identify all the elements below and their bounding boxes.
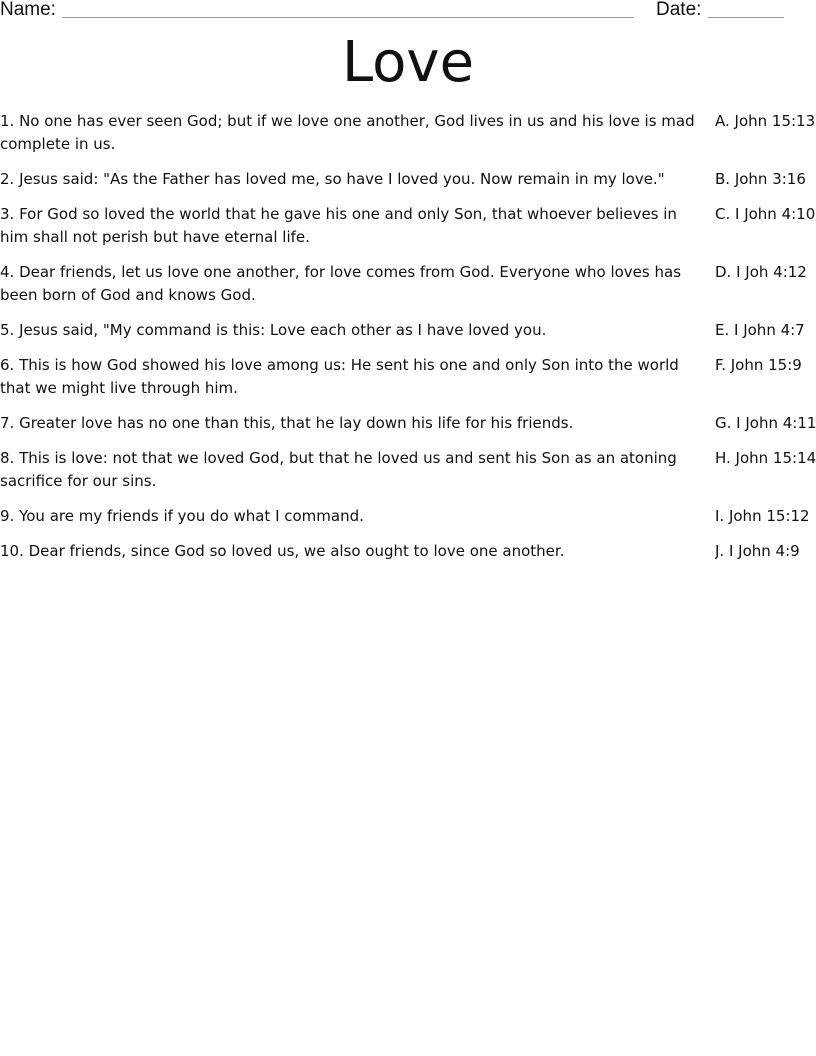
- verse-reference: A. John 15:13: [715, 112, 816, 130]
- matching-row: [0, 203, 816, 249]
- verse-statement: 3. For God so loved the world that he gave his one and only Son, that whoever believes in him shall not perish but have eternal life.: [0, 205, 677, 246]
- worksheet-header: [0, 0, 816, 22]
- matching-row: [0, 261, 816, 307]
- verse-statement: 4. Dear friends, let us love one another, for love comes from God. Everyone who loves has been born of God and knows God.: [0, 263, 682, 304]
- matching-row: [0, 168, 816, 191]
- verse-statement: 10. Dear friends, since God so loved us, we also ought to love one another.: [0, 542, 565, 560]
- verse-statement: 1. No one has ever seen God; but if we love one another, God lives in us and his love is mad complete in us.: [0, 112, 695, 153]
- verse-reference: H. John 15:14: [715, 449, 816, 467]
- verse-reference: J. I John 4:9: [715, 542, 800, 560]
- verse-statement: 2. Jesus said: "As the Father has loved me, so have I loved you. Now remain in my love.": [0, 170, 665, 188]
- verse-statement: 8. This is love: not that we loved God, but that he loved us and sent his Son as an atoning sacrifice for our sins.: [0, 449, 677, 490]
- name-blank-line: [62, 17, 634, 18]
- verse-statement: 6. This is how God showed his love among us: He sent his one and only Son into the world that we might live through him.: [0, 356, 679, 397]
- matching-row: [0, 319, 816, 342]
- date-blank-line: [708, 17, 784, 18]
- matching-row: [0, 447, 816, 493]
- matching-row: [0, 412, 816, 435]
- verse-reference: D. I Joh 4:12: [715, 263, 807, 281]
- verse-reference: I. John 15:12: [715, 507, 810, 525]
- matching-row: [0, 540, 816, 563]
- verse-reference: C. I John 4:10: [715, 205, 816, 223]
- verse-reference: F. John 15:9: [715, 356, 802, 374]
- verse-statement: 5. Jesus said, "My command is this: Love each other as I have loved you.: [0, 321, 547, 339]
- matching-row: [0, 354, 816, 400]
- verse-reference: E. I John 4:7: [715, 321, 805, 339]
- matching-row: [0, 505, 816, 528]
- name-label: Name:: [0, 0, 56, 20]
- date-label: Date:: [656, 0, 702, 20]
- verse-reference: B. John 3:16: [715, 170, 806, 188]
- matching-row: [0, 110, 816, 156]
- page-title: Love: [341, 30, 475, 95]
- verse-statement: 9. You are my friends if you do what I command.: [0, 507, 364, 525]
- matching-list: [0, 110, 816, 575]
- verse-reference: G. I John 4:11: [715, 414, 816, 432]
- verse-statement: 7. Greater love has no one than this, that he lay down his life for his friends.: [0, 414, 574, 432]
